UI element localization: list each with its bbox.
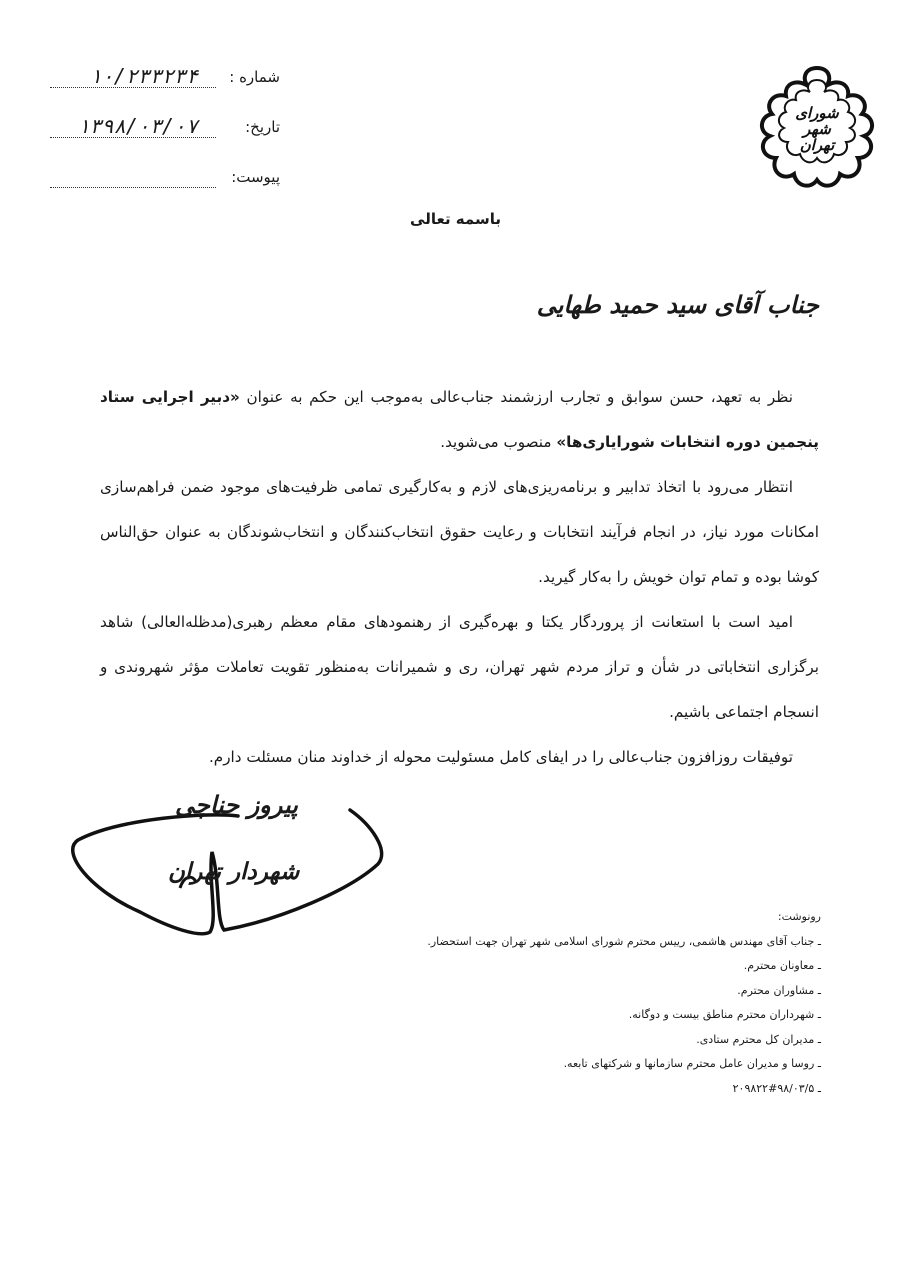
cc-item: ـ معاونان محترم. <box>743 959 821 972</box>
letter-attachment-field <box>50 164 280 194</box>
letter-number-value: ۱۰/۲۳۳۲۳۴ <box>89 64 198 88</box>
body-paragraph-2: انتظار می‌رود با اتخاذ تدابیر و برنامه‌ریزی‌های لازم و به‌کارگیری تمامی ظرفیت‌های موجود ضمن فراهم‌سازی امکانات مورد نیاز، در انجام فرآیند انتخابات و رعایت حقوق انتخاب‌کنندگان و انتخاب‌شوندگان به عنوان حق‌الناس کوشا بوده و تمام توان خویش را به‌کار گیرید. <box>100 478 819 586</box>
logo-text-line2: شهر <box>803 120 831 138</box>
letter-salutation: جناب آقای سید حمید طهایی <box>536 290 819 319</box>
cc-item: ـ مدیران کل محترم ستادی. <box>696 1032 821 1046</box>
body-paragraph-3: امید است با استعانت از پروردگار یکتا و بهره‌گیری از رهنمودهای مقام معظم رهبری(مدظله‌العالی) شاهد برگزاری انتخاباتی در شأن و تراز مردم شهر تهران، ری و شمیرانات به‌منظور تقویت تعاملات مؤثر شهروندی و انسجام اجتماعی باشیم. <box>100 613 819 721</box>
signature-name: پیروز حناچی <box>175 790 298 819</box>
tehran-council-logo <box>752 62 882 192</box>
letter-attachment-line <box>50 187 216 188</box>
body-p1-end: منصوب می‌شوید. <box>440 433 557 451</box>
cc-title: رونوشت: <box>777 910 821 923</box>
body-p1-bold: «دبیر اجرایی ستاد پنجمین دوره انتخابات شورایاری‌ها» <box>100 388 819 451</box>
cc-item: ـ جناب آقای مهندس هاشمی، رییس محترم شورای اسلامی شهر تهران جهت استحضار. <box>427 934 821 948</box>
letter-attachment-label: پیوست: <box>231 168 280 186</box>
letter-number-label: شماره : <box>229 68 280 86</box>
cc-item: ـ روسا و مدیران عامل محترم سازمانها و شرکتهای تابعه. <box>563 1057 821 1070</box>
cc-item: ـ ۹۸/۰۳/۵#۲۰۹۸۲۲ <box>732 1081 821 1095</box>
logo-text-line1: شورای <box>795 104 839 122</box>
logo-text-line3: تهران <box>799 136 835 154</box>
letter-body <box>100 375 819 780</box>
cc-item: ـ مشاوران محترم. <box>737 983 821 997</box>
signature-title: شهردار تهران <box>168 858 300 885</box>
letter-date-field <box>50 114 280 144</box>
letter-heading: باسمه تعالی <box>410 210 501 228</box>
body-p1-start: نظر به تعهد، حسن سوابق و تجارب ارزشمند جناب‌عالی به‌موجب این حکم به عنوان <box>239 388 793 406</box>
cc-item: ـ شهرداران محترم مناطق بیست و دوگانه. <box>628 1008 821 1021</box>
letter-date-label: تاریخ: <box>245 118 280 136</box>
letter-number-field <box>50 64 280 94</box>
letter-date-value: ۱۳۹۸/۰۳/۰۷ <box>77 114 198 138</box>
body-paragraph-1 <box>100 375 819 465</box>
cc-list <box>427 905 821 1101</box>
body-paragraph-4: توفیقات روزافزون جناب‌عالی را در ایفای کامل مسئولیت محوله از خداوند منان مسئلت دارم. <box>208 748 793 766</box>
